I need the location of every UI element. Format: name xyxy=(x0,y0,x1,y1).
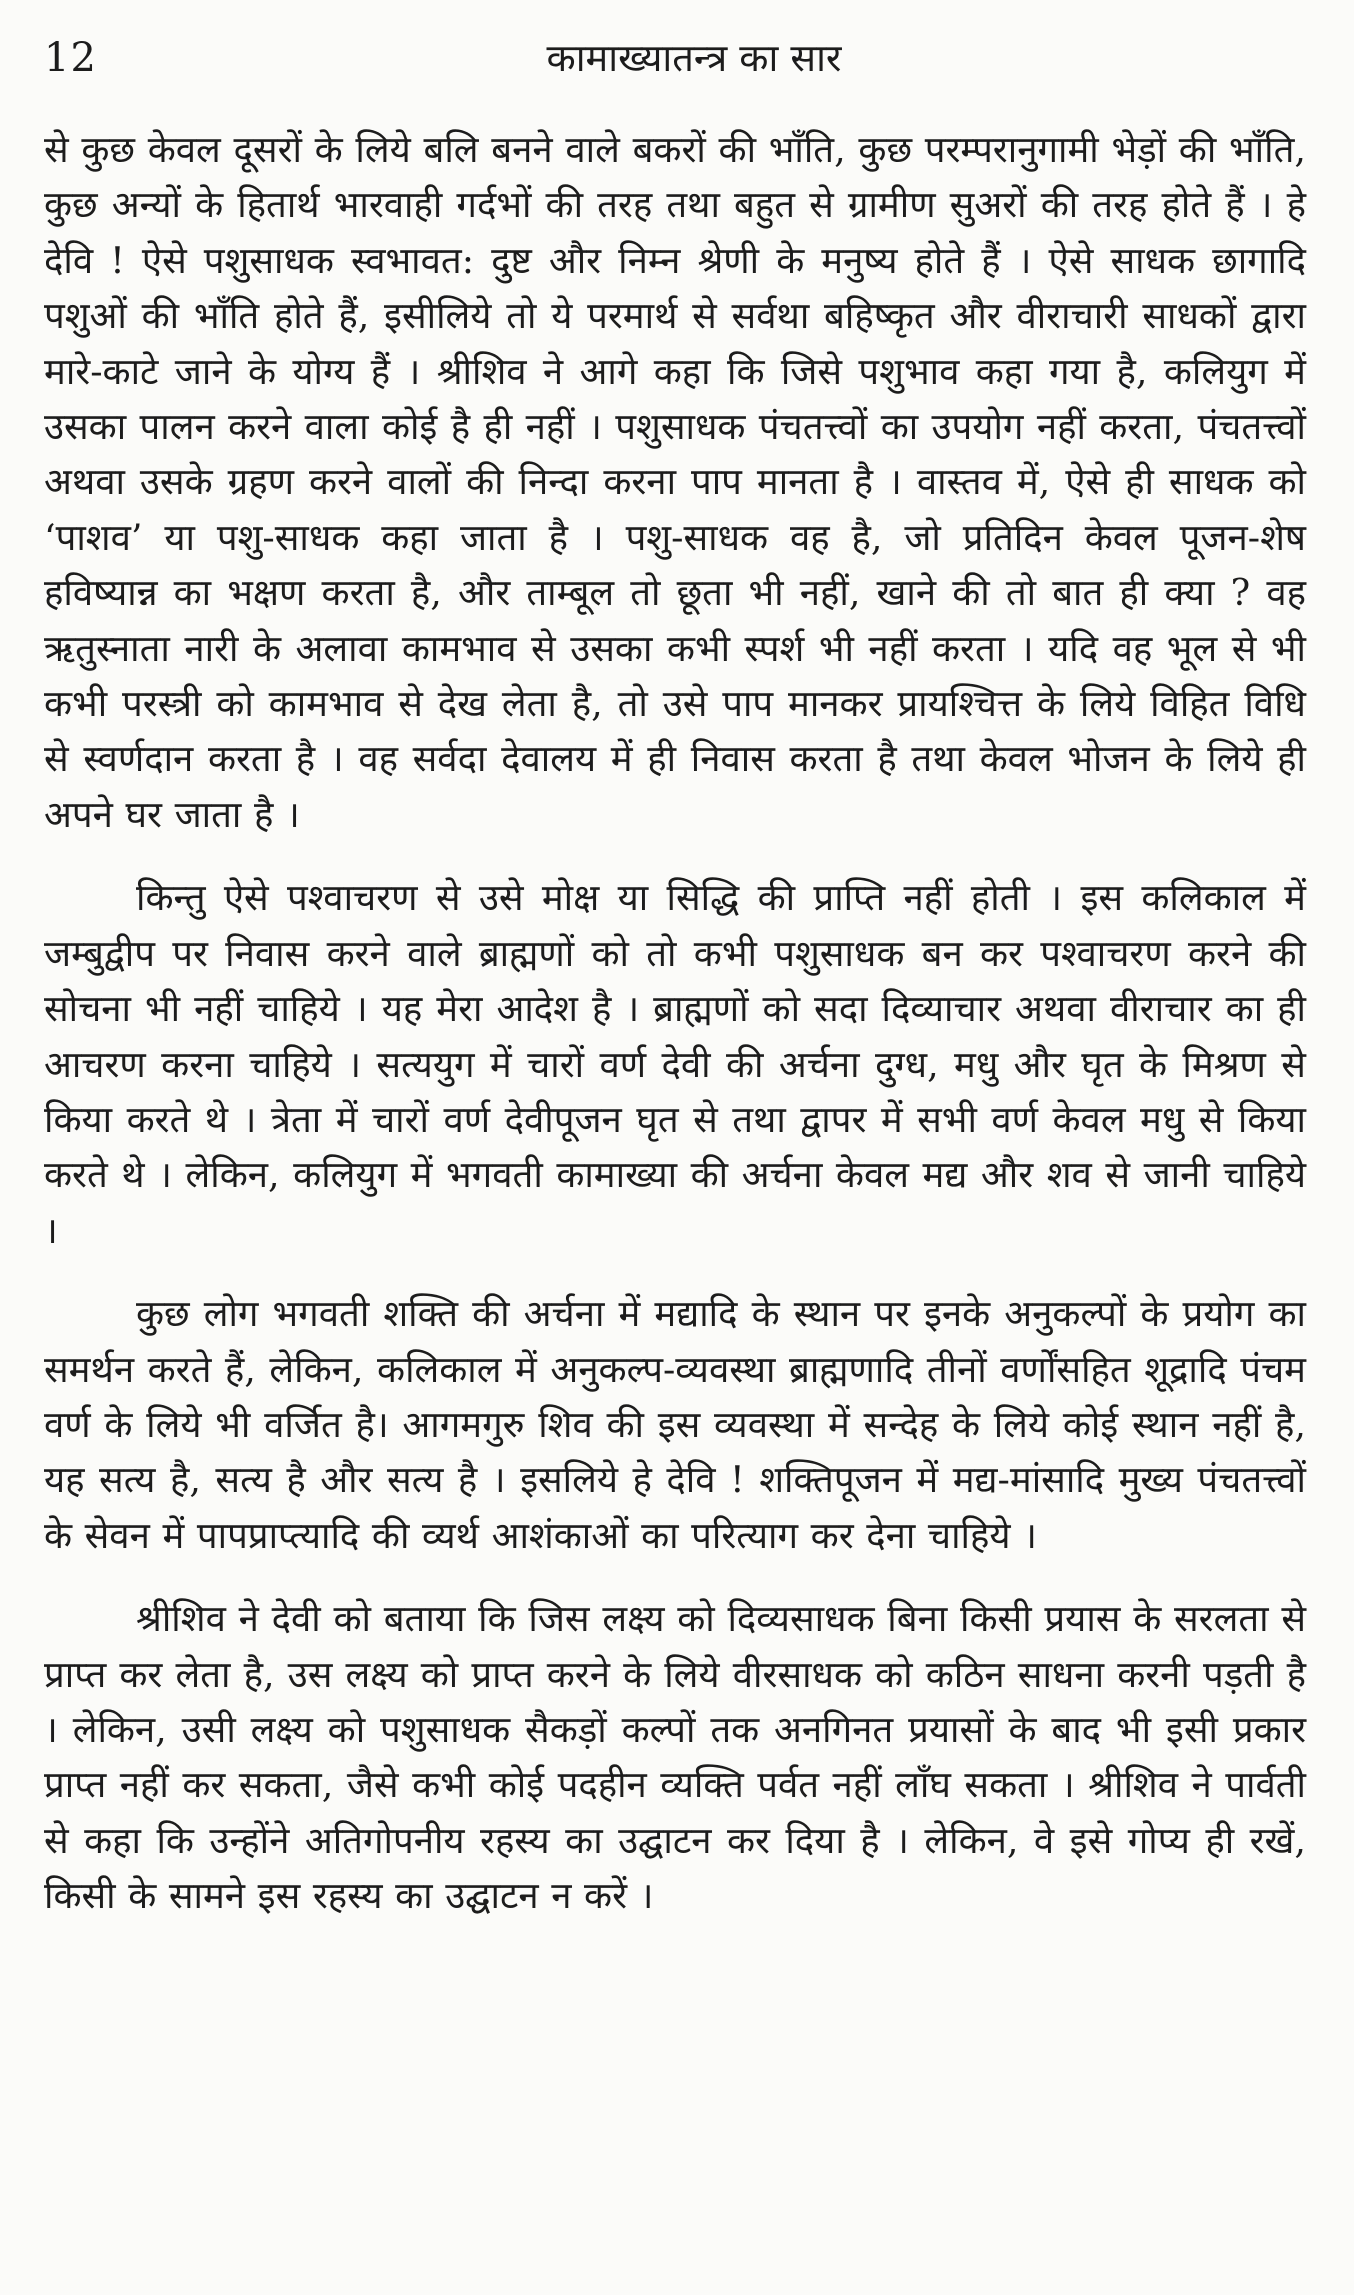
body-text xyxy=(44,122,1306,1924)
paragraph-2: किन्तु ऐसे पश्वाचरण से उसे मोक्ष या सिद्धि की प्राप्ति नहीं होती । इस कलिकाल में जम्बुद्वीप पर निवास करने वाले ब्राह्मणों को तो कभी पशुसाधक बन कर पश्वाचरण करने की सोचना भी नहीं चाहिये । यह मेरा आदेश है । ब्राह्मणों को सदा दिव्याचार अथवा वीराचार का ही आचरण करना चाहिये । सत्ययुग में चारों वर्ण देवी की अर्चना दुग्ध, मधु और घृत के मिश्रण से किया करते थे । त्रेता में चारों वर्ण देवीपूजन घृत से तथा द्वापर में सभी वर्ण केवल मधु से किया करते थे । लेकिन, कलियुग में भगवती कामाख्या की अर्चना केवल मद्य और शव से जानी चाहिये । xyxy=(44,876,1306,1252)
page-header xyxy=(44,30,1344,90)
paragraph-1: से कुछ केवल दूसरों के लिये बलि बनने वाले बकरों की भाँति, कुछ परम्परानुगामी भेड़ों की भाँति, कुछ अन्यों के हितार्थ भारवाही गर्दभों की तरह तथा बहुत से ग्रामीण सुअरों की तरह होते हैं । हे देवि ! ऐसे पशुसाधक स्वभावत: दुष्ट और निम्न श्रेणी के मनुष्य होते हैं । ऐसे साधक छागादि पशुओं की भाँति होते हैं, इसीलिये तो ये परमार्थ से सर्वथा बहिष्कृत और वीराचारी साधकों द्वारा मारे-काटे जाने के योग्य हैं । श्रीशिव ने आगे कहा कि जिसे पशुभाव कहा गया है, कलियुग में उसका पालन करने वाला कोई है ही नहीं । पशुसाधक पंचतत्त्वों का उपयोग नहीं करता, पंचतत्त्वों अथवा उसके ग्रहण करने वालों की निन्दा करना पाप मानता है । वास्तव में, ऐसे ही साधक को ‘पाशव’ या पशु-साधक कहा जाता है । पशु-साधक वह है, जो प्रतिदिन केवल पूजन-शेष हविष्यान्न का भक्षण करता है, और ताम्बूल तो छूता भी नहीं, खाने की तो बात ही क्या ? वह ऋतुस्नाता नारी के अलावा कामभाव से उसका कभी स्पर्श भी नहीं करता । यदि वह भूल से भी कभी परस्त्री को कामभाव से देख लेता है, तो उसे पाप मानकर प्रायश्चित्त के लिये विहित विधि से स्वर्णदान करता है । वह सर्वदा देवालय में ही निवास करता है तथा केवल भोजन के लिये ही अपने घर जाता है । xyxy=(44,128,1306,836)
running-title: कामाख्यातन्त्र का सार xyxy=(546,36,842,80)
paragraph-4: श्रीशिव ने देवी को बताया कि जिस लक्ष्य को दिव्यसाधक बिना किसी प्रयास के सरलता से प्राप्त कर लेता है, उस लक्ष्य को प्राप्त करने के लिये वीरसाधक को कठिन साधना करनी पड़ती है । लेकिन, उसी लक्ष्य को पशुसाधक सैकड़ों कल्पों तक अनगिनत प्रयासों के बाद भी इसी प्रकार प्राप्त नहीं कर सकता, जैसे कभी कोई पदहीन व्यक्ति पर्वत नहीं लाँघ सकता । श्रीशिव ने पार्वती से कहा कि उन्होंने अतिगोपनीय रहस्य का उद्घाटन कर दिया है । लेकिन, वे इसे गोप्य ही रखें, किसी के सामने इस रहस्य का उद्घाटन न करें । xyxy=(44,1597,1306,1918)
paragraph-3: कुछ लोग भगवती शक्ति की अर्चना में मद्यादि के स्थान पर इनके अनुकल्पों के प्रयोग का समर्थन करते हैं, लेकिन, कलिकाल में अनुकल्प-व्यवस्था ब्राह्मणादि तीनों वर्णोंसहित शूद्रादि पंचम वर्ण के लिये भी वर्जित है। आगमगुरु शिव की इस व्यवस्था में सन्देह के लिये कोई स्थान नहीं है, यह सत्य है, सत्य है और सत्य है । इसलिये हे देवि ! शक्तिपूजन में मद्य-मांसादि मुख्य पंचतत्त्वों के सेवन में पापप्राप्त्यादि की व्यर्थ आशंकाओं का परित्याग कर देना चाहिये । xyxy=(44,1292,1306,1557)
page-number: 12 xyxy=(44,35,97,81)
